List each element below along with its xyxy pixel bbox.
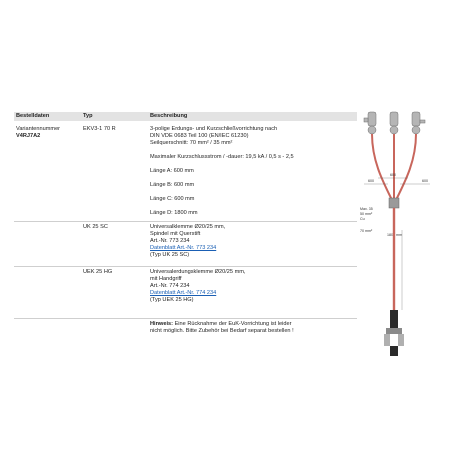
datasheet-link-773234[interactable]: Datenblatt Art.-Nr. 773 234: [150, 245, 217, 251]
desc-line-3: Seilquerschnitt: 70 mm² / 35 mm²: [150, 140, 233, 146]
left-note-1: Max. 35: [360, 207, 373, 211]
clamp-icon: [364, 112, 425, 134]
table-header: [14, 112, 357, 121]
datasheet-link-774234[interactable]: Datenblatt Art.-Nr. 774 234: [150, 290, 217, 296]
junction-icon: [389, 198, 399, 208]
variant-number-label: Variantennummer: [16, 126, 61, 132]
uek-desc-3: Art.-Nr. 774 234: [150, 283, 190, 289]
left-note-3: Cu: [360, 217, 365, 221]
row-divider: [14, 266, 357, 267]
uek-desc-2: mit Handgriff: [150, 276, 182, 282]
type-ekv: EKV3-1 70 R: [83, 126, 116, 132]
dim-d: 1800 mm: [387, 233, 402, 237]
length-d: Länge D: 1800 mm: [150, 210, 198, 216]
hint-line-2: nicht möglich. Bitte Zubehör bei Bedarf separat bestellen !: [150, 328, 294, 334]
uk-type-note: (Typ UK 25 SC): [150, 252, 190, 258]
uk-desc-2: Spindel mit Querstift: [150, 231, 201, 237]
dim-c: 600: [422, 179, 428, 183]
earth-clamp-icon: [384, 310, 404, 356]
variant-number-value: V4RJ7A2: [16, 133, 41, 139]
uek-type-note: (Typ UEK 25 HG): [150, 297, 194, 303]
type-uek25hg: UEK 25 HG: [83, 269, 113, 275]
row-divider: [14, 221, 357, 222]
length-c: Länge C: 600 mm: [150, 196, 195, 202]
left-note-4: 70 mm²: [360, 229, 373, 233]
short-circuit-rating: Maximaler Kurzschlussstrom / -dauer: 19,5 kA / 0,5 s - 2,5: [150, 154, 294, 160]
dim-a: 600: [368, 179, 374, 183]
dim-b: 600: [390, 173, 396, 177]
uk-desc-3: Art.-Nr. 773 234: [150, 238, 190, 244]
hint-label: Hinweis:: [150, 321, 174, 327]
length-b: Länge B: 600 mm: [150, 182, 195, 188]
length-a: Länge A: 600 mm: [150, 168, 194, 174]
hint-text-1: Eine Rücknahme der EuK-Vorrichtung ist leider: [173, 321, 292, 327]
uk-desc-1: Universalklemme Ø20/25 mm,: [150, 224, 226, 230]
type-uk25sc: UK 25 SC: [83, 224, 108, 230]
header-description: Beschreibung: [150, 113, 188, 119]
hint-line-1: [150, 321, 291, 328]
header-type: Typ: [83, 113, 93, 119]
left-note-2: 50 mm²: [360, 212, 373, 216]
desc-line-2: DIN VDE 0683 Teil 100 (EN/IEC 61230): [150, 133, 249, 139]
earthing-device-drawing: [360, 110, 446, 370]
desc-line-1: 3-polige Erdungs- und Kurzschließvorrichtung nach: [150, 126, 278, 132]
row-divider: [14, 318, 357, 319]
cable-icon: [372, 134, 416, 200]
uek-desc-1: Universalerdungsklemme Ø20/25 mm,: [150, 269, 246, 275]
header-order-data: Bestelldaten: [16, 113, 50, 119]
